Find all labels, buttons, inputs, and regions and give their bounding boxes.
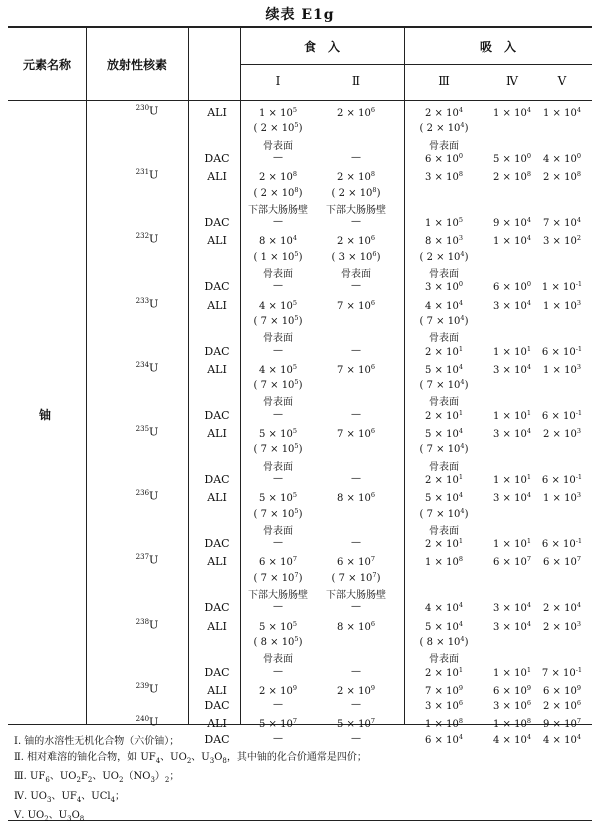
value-cell: $9 \times 10^7$ <box>543 717 581 731</box>
value-cell: $7 \times 10^6$ <box>337 362 375 376</box>
nuclide-symbol: U <box>149 554 159 568</box>
value-cell: $6 \times 10^9$ <box>543 683 581 697</box>
value-cell: $5 \times 10^4$ <box>425 427 463 440</box>
value-cell: — <box>351 732 361 744</box>
value-cell: $5 \times 10^7$ <box>337 717 375 731</box>
limit-type-label: DAC <box>204 732 230 746</box>
value-cell: $3 \times 10^6$ <box>493 699 531 713</box>
value-cell: $5 \times 10^5$ <box>259 427 297 440</box>
header-class-1: Ⅰ <box>275 74 281 88</box>
value-cell: $2 \times 10^1$ <box>425 472 463 486</box>
value-cell: ( $7 \times 10^7$) <box>253 570 303 584</box>
value-cell: ( $2 \times 10^4$) <box>419 249 469 263</box>
value-cell: 骨表面 <box>429 525 459 537</box>
value-cell: $8 \times 10^3$ <box>425 234 463 248</box>
limit-type-label: ALI <box>207 170 227 184</box>
limit-type-label: DAC <box>204 151 230 165</box>
value-cell: 骨表面 <box>429 461 459 473</box>
value-cell: $2 \times 10^6$ <box>337 106 375 119</box>
header-bottom-rule <box>8 100 592 101</box>
note-class-3: Ⅲ. $UF_6$、$UO_2F_2$、$UO_2(NO_3)_2$； <box>14 771 180 785</box>
value-cell: $7 \times 10^{-1}$ <box>541 665 583 679</box>
value-cell: $1 \times 10^1$ <box>493 472 531 486</box>
value-cell: ( $7 \times 10^7$) <box>331 570 381 584</box>
value-cell: — <box>273 344 283 356</box>
table-title: 续表 E1g <box>265 7 335 23</box>
value-cell: $6 \times 10^9$ <box>493 683 531 697</box>
value-cell: $1 \times 10^4$ <box>493 106 531 119</box>
value-cell: $2 \times 10^1$ <box>425 665 463 679</box>
nuclide-mass-number: 234 <box>135 360 150 369</box>
value-cell: $5 \times 10^4$ <box>425 491 463 505</box>
column-divider <box>86 26 87 724</box>
value-cell: — <box>273 216 283 228</box>
limit-type-label: DAC <box>204 216 230 230</box>
value-cell: ( $7 \times 10^4$) <box>419 506 469 520</box>
value-cell: — <box>351 216 361 228</box>
value-cell: $2 \times 10^8$ <box>337 170 375 184</box>
value-cell: — <box>273 151 283 163</box>
nuclide-symbol: U <box>149 361 159 375</box>
value-cell: $5 \times 10^4$ <box>425 619 463 633</box>
value-cell: $1 \times 10^1$ <box>493 408 531 422</box>
header-class-3: Ⅲ <box>438 74 450 88</box>
nuclide-label <box>122 715 172 729</box>
nuclide-mass-number: 232 <box>135 232 150 241</box>
limit-type-label: DAC <box>204 408 230 422</box>
value-cell: 下部大肠肠壁 <box>326 204 386 216</box>
value-cell: $2 \times 10^1$ <box>425 344 463 358</box>
value-cell: $3 \times 10^4$ <box>493 298 531 312</box>
value-cell: 骨表面 <box>263 397 293 409</box>
value-cell: $2 \times 10^8$ <box>493 170 531 184</box>
value-cell: $2 \times 10^6$ <box>543 699 581 713</box>
value-cell: $6 \times 10^7$ <box>337 555 375 569</box>
value-cell: $3 \times 10^8$ <box>425 170 463 184</box>
limit-type-label: DAC <box>204 601 230 615</box>
limit-type-label: DAC <box>204 537 230 551</box>
value-cell: $3 \times 10^4$ <box>493 601 531 615</box>
limit-type-label: ALI <box>207 427 227 440</box>
nuclide-mass-number: 233 <box>135 296 150 305</box>
value-cell: 骨表面 <box>263 269 293 280</box>
value-cell: $8 \times 10^6$ <box>337 491 375 505</box>
value-cell: 骨表面 <box>429 140 459 152</box>
value-cell: $6 \times 10^0$ <box>493 280 531 294</box>
value-cell: ( $8 \times 10^5$) <box>253 634 303 648</box>
value-cell: 骨表面 <box>429 397 459 409</box>
value-cell: $3 \times 10^2$ <box>543 234 581 248</box>
value-cell: $5 \times 10^7$ <box>259 717 297 731</box>
nuclide-symbol: U <box>149 168 159 182</box>
value-cell: ( $2 \times 10^8$) <box>253 185 303 199</box>
header-divider <box>240 64 592 65</box>
note-class-4: Ⅳ. $UO_3$、$UF_4$、UCl$_4$； <box>14 790 126 804</box>
value-cell: 下部大肠肠壁 <box>326 590 386 601</box>
nuclide-symbol: U <box>149 489 159 503</box>
value-cell: $1 \times 10^8$ <box>493 717 531 731</box>
table-top-rule <box>8 26 592 28</box>
value-cell: $4 \times 10^5$ <box>259 298 297 312</box>
value-cell: $3 \times 10^6$ <box>425 699 463 713</box>
value-cell: $1 \times 10^3$ <box>543 362 581 376</box>
value-cell: $4 \times 10^5$ <box>259 362 297 376</box>
limit-type-label: ALI <box>207 619 227 633</box>
value-cell: $1 \times 10^1$ <box>493 537 531 551</box>
header-element-name: 元素名称 <box>22 58 71 72</box>
limit-type-label: DAC <box>204 280 230 294</box>
limit-type-label: ALI <box>207 298 227 312</box>
nuclide-label <box>122 618 172 632</box>
value-cell: — <box>273 732 283 744</box>
value-cell: $1 \times 10^3$ <box>543 298 581 312</box>
nuclide-symbol: U <box>149 716 159 730</box>
value-cell: — <box>273 665 283 677</box>
value-cell: $7 \times 10^9$ <box>425 683 463 697</box>
value-cell: $1 \times 10^5$ <box>259 106 297 119</box>
nuclide-mass-number: 240 <box>135 715 150 724</box>
value-cell: — <box>351 601 361 613</box>
value-cell: 下部大肠肠壁 <box>248 204 308 216</box>
limit-type-label: DAC <box>204 472 230 486</box>
limit-type-label: ALI <box>207 555 227 569</box>
nuclide-label <box>122 425 172 439</box>
value-cell: — <box>351 280 361 292</box>
value-cell: — <box>273 408 283 420</box>
value-cell: $6 \times 10^0$ <box>425 151 463 165</box>
value-cell: $4 \times 10^4$ <box>493 732 531 746</box>
value-cell: $1 \times 10^4$ <box>543 106 581 119</box>
header-nuclide: 放射性核素 <box>106 58 167 72</box>
value-cell: — <box>351 472 361 484</box>
nuclide-mass-number: 230 <box>135 104 150 112</box>
nuclide-mass-number: 238 <box>135 617 150 626</box>
value-cell: $2 \times 10^6$ <box>337 234 375 248</box>
header-ingestion: 食 入 <box>303 40 340 54</box>
value-cell: $2 \times 10^4$ <box>425 106 463 119</box>
value-cell: — <box>273 472 283 484</box>
value-cell: — <box>273 699 283 711</box>
value-cell: $1 \times 10^5$ <box>425 216 463 230</box>
value-cell: $2 \times 10^8$ <box>543 170 581 184</box>
value-cell: $9 \times 10^4$ <box>493 216 531 230</box>
limit-type-label: ALI <box>207 717 227 731</box>
value-cell: — <box>351 665 361 677</box>
nuclide-label <box>122 553 172 567</box>
nuclide-symbol: U <box>149 233 159 247</box>
value-cell: $6 \times 10^{-1}$ <box>541 472 583 486</box>
value-cell: $6 \times 10^4$ <box>425 732 463 746</box>
nuclide-label <box>122 682 172 696</box>
nuclide-symbol: U <box>149 618 159 632</box>
limit-type-label: ALI <box>207 234 227 248</box>
value-cell: — <box>273 537 283 549</box>
value-cell: $2 \times 10^1$ <box>425 537 463 551</box>
value-cell: 骨表面 <box>429 654 459 666</box>
limit-type-label: ALI <box>207 362 227 376</box>
nuclide-mass-number: 236 <box>135 489 150 498</box>
value-cell: $6 \times 10^{-1}$ <box>541 408 583 422</box>
value-cell: $2 \times 10^3$ <box>543 619 581 633</box>
value-cell: $1 \times 10^1$ <box>493 344 531 358</box>
value-cell: 骨表面 <box>429 333 459 345</box>
value-cell: — <box>351 151 361 163</box>
value-cell: ( $7 \times 10^5$) <box>253 378 303 392</box>
value-cell: $5 \times 10^0$ <box>493 151 531 165</box>
value-cell: — <box>351 699 361 711</box>
value-cell: 骨表面 <box>429 269 459 280</box>
value-cell: — <box>351 344 361 356</box>
value-cell: ( $2 \times 10^4$) <box>419 121 469 135</box>
value-cell: $6 \times 10^7$ <box>259 555 297 569</box>
value-cell: $3 \times 10^4$ <box>493 427 531 440</box>
value-cell: $4 \times 10^4$ <box>425 601 463 615</box>
value-cell: ( $8 \times 10^4$) <box>419 634 469 648</box>
value-cell: $6 \times 10^{-1}$ <box>541 537 583 551</box>
value-cell: 骨表面 <box>263 654 293 666</box>
value-cell: ( $2 \times 10^8$) <box>331 185 381 199</box>
value-cell: $7 \times 10^4$ <box>543 216 581 230</box>
value-cell: $3 \times 10^4$ <box>493 491 531 505</box>
value-cell: $8 \times 10^4$ <box>259 234 297 248</box>
limit-type-label: ALI <box>207 106 227 119</box>
value-cell: 骨表面 <box>341 269 371 280</box>
limit-type-label: ALI <box>207 683 227 697</box>
value-cell: $7 \times 10^6$ <box>337 298 375 312</box>
limit-type-label: DAC <box>204 699 230 713</box>
nuclide-label <box>122 361 172 375</box>
header-class-2: Ⅱ <box>351 74 361 88</box>
value-cell: 骨表面 <box>263 461 293 473</box>
value-cell: $7 \times 10^6$ <box>337 427 375 440</box>
header-inhalation: 吸 入 <box>479 40 516 54</box>
nuclide-label <box>122 232 172 246</box>
note-class-5: Ⅴ. $UO_2$、$U_3O_8$ <box>14 810 85 824</box>
value-cell: $1 \times 10^{-1}$ <box>541 280 583 294</box>
nuclide-mass-number: 237 <box>135 553 150 562</box>
value-cell: $1 \times 10^1$ <box>493 665 531 679</box>
nuclide-label <box>122 168 172 182</box>
value-cell: $8 \times 10^6$ <box>337 619 375 633</box>
value-cell: ( $7 \times 10^4$) <box>419 313 469 327</box>
value-cell: $2 \times 10^9$ <box>259 683 297 697</box>
limit-type-label: DAC <box>204 344 230 358</box>
nuclide-mass-number: 239 <box>135 681 150 690</box>
value-cell: — <box>351 537 361 549</box>
nuclide-mass-number: 231 <box>135 168 150 177</box>
value-cell: $4 \times 10^4$ <box>543 732 581 746</box>
nuclide-symbol: U <box>149 104 159 118</box>
value-cell: 骨表面 <box>263 333 293 345</box>
value-cell: ( $7 \times 10^5$) <box>253 506 303 520</box>
value-cell: $2 \times 10^1$ <box>425 408 463 422</box>
element-name-cell: 铀 <box>38 408 51 422</box>
nuclide-symbol: U <box>149 297 159 311</box>
value-cell: ( $7 \times 10^5$) <box>253 442 303 456</box>
value-cell: ( $2 \times 10^5$) <box>253 121 303 135</box>
value-cell: $2 \times 10^4$ <box>543 601 581 615</box>
value-cell: $3 \times 10^4$ <box>493 619 531 633</box>
value-cell: $1 \times 10^3$ <box>543 491 581 505</box>
nuclide-symbol: U <box>149 425 159 439</box>
value-cell: ( $3 \times 10^6$) <box>331 249 381 263</box>
column-divider <box>188 26 189 724</box>
value-cell: $3 \times 10^4$ <box>493 362 531 376</box>
note-class-2: Ⅱ. 相对难溶的铀化合物，如 $UF_4$、$UO_2$、$U_3O_8$，其中铀的化合价通常是四价； <box>14 751 367 765</box>
notes <box>14 734 367 828</box>
value-cell: — <box>273 280 283 292</box>
value-cell: $1 \times 10^8$ <box>425 717 463 731</box>
nuclide-symbol: U <box>149 682 159 696</box>
value-cell: $2 \times 10^8$ <box>259 170 297 184</box>
value-cell: ( $7 \times 10^4$) <box>419 442 469 456</box>
value-cell: 骨表面 <box>263 525 293 537</box>
value-cell: ( $7 \times 10^4$) <box>419 378 469 392</box>
nuclide-label <box>122 489 172 503</box>
header-class-5: Ⅴ <box>557 74 567 88</box>
nuclide-label <box>122 104 172 118</box>
value-cell: ( $7 \times 10^5$) <box>253 313 303 327</box>
value-cell: $5 \times 10^4$ <box>425 362 463 376</box>
value-cell: $2 \times 10^3$ <box>543 427 581 440</box>
value-cell: $2 \times 10^9$ <box>337 683 375 697</box>
value-cell: — <box>273 601 283 613</box>
value-cell: $1 \times 10^8$ <box>425 555 463 569</box>
value-cell: $6 \times 10^{-1}$ <box>541 344 583 358</box>
value-cell: $3 \times 10^0$ <box>425 280 463 294</box>
value-cell: 骨表面 <box>263 140 293 152</box>
nuclide-mass-number: 235 <box>135 425 150 433</box>
limit-type-label: DAC <box>204 665 230 679</box>
value-cell: $1 \times 10^4$ <box>493 234 531 248</box>
value-cell: $6 \times 10^7$ <box>543 555 581 569</box>
value-cell: $5 \times 10^5$ <box>259 491 297 505</box>
header-class-4: Ⅳ <box>506 74 518 88</box>
value-cell: $6 \times 10^7$ <box>493 555 531 569</box>
value-cell: ( $1 \times 10^5$) <box>253 249 303 263</box>
value-cell: $5 \times 10^5$ <box>259 619 297 633</box>
note-class-1: Ⅰ. 铀的水溶性无机化合物（六价铀）； <box>14 736 180 747</box>
value-cell: $4 \times 10^4$ <box>425 298 463 312</box>
value-cell: 下部大肠肠壁 <box>248 590 308 601</box>
limit-type-label: ALI <box>207 491 227 505</box>
value-cell: $4 \times 10^0$ <box>543 151 581 165</box>
value-cell: — <box>351 408 361 420</box>
nuclide-label <box>122 297 172 311</box>
